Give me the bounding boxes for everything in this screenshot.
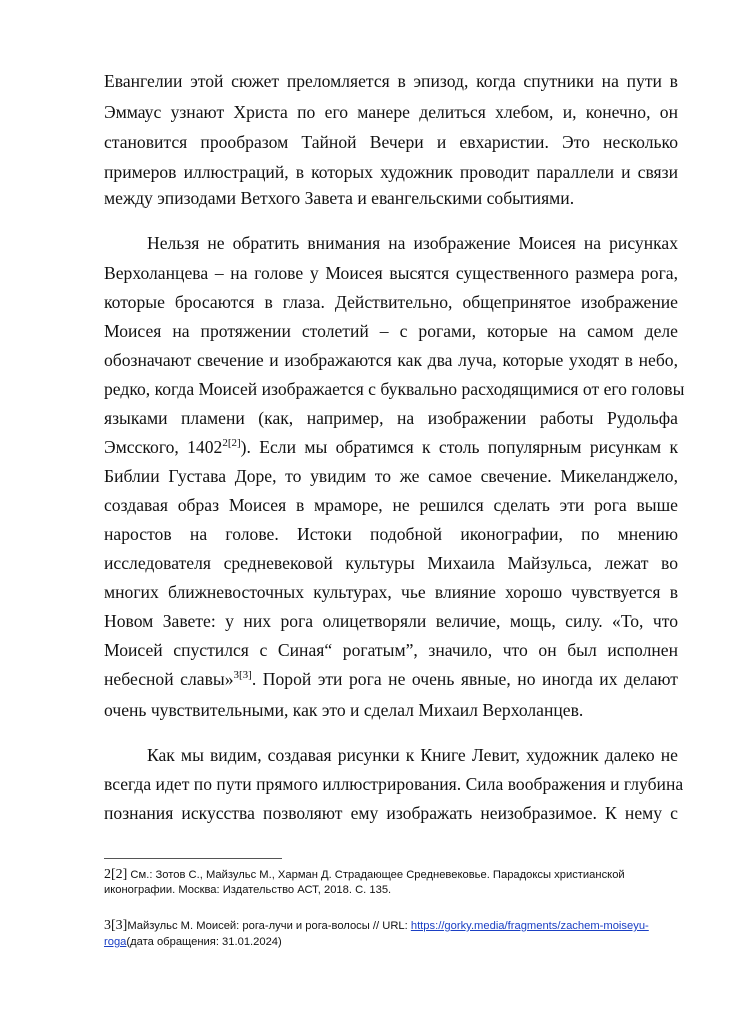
footnote-number: 3[3]: [104, 918, 128, 933]
text-line: Эммаус узнают Христа по его манере делиться хлебом, и, конечно, он: [104, 102, 678, 122]
text-segment: Эмсского, 1402: [104, 437, 223, 457]
text-line: всегда идет по пути прямого иллюстрирования. Сила воображения и глубина: [104, 774, 684, 794]
text-line: становится прообразом Тайной Вечери и евхаристии. Это несколько: [104, 132, 678, 152]
text-segment: ). Если мы обратимся к столь популярным рисункам к: [240, 437, 678, 457]
text-line: Новом Завете: у них рога олицетворяли величие, мощь, силу. «То, что: [104, 611, 678, 631]
footnote-ref[interactable]: 3[3]: [233, 669, 252, 682]
footnote-url-link-continued[interactable]: roga: [104, 936, 127, 948]
footnote-separator: [104, 858, 282, 859]
text-segment: . Порой эти рога не очень явные, но иногда их делают: [251, 669, 678, 689]
text-line: примеров иллюстраций, в которых художник проводит параллели и связи: [104, 162, 678, 182]
footnote-3-continued: [104, 934, 678, 950]
footnote-access-date: (дата обращения: 31.01.2024): [126, 936, 282, 948]
footnote-2: [104, 867, 678, 883]
text-line: Нельзя не обратить внимания на изображение Моисея на рисунках: [147, 233, 678, 253]
text-line: языками пламени (как, например, на изображении работы Рудольфа: [104, 408, 678, 428]
text-line: Как мы видим, создавая рисунки к Книге Левит, художник далеко не: [147, 745, 678, 765]
text-line: наростов на голове. Истоки подобной иконографии, по мнению: [104, 524, 678, 544]
text-line: Евангелии этой сюжет преломляется в эпизод, когда спутники на пути в: [104, 71, 678, 91]
footnote-2-continued: иконографии. Москва: Издательство АСТ, 2018. С. 135.: [104, 884, 392, 896]
text-line: Моисей спустился с Синая“ рогатым”, значило, что он был исполнен: [104, 640, 678, 660]
text-segment: небесной славы»: [104, 669, 234, 689]
footnote-text: См.: Зотов С., Майзульс М., Харман Д. Страдающее Средневековье. Парадоксы христианской: [127, 869, 625, 881]
text-line: между эпизодами Ветхого Завета и евангельскими событиями.: [104, 188, 575, 208]
text-line: [104, 668, 678, 690]
text-line: которые бросаются в глаза. Действительно, общепринятое изображение: [104, 292, 678, 312]
footnote-ref[interactable]: 2[2]: [222, 437, 241, 450]
text-line: Библии Густава Доре, то увидим то же самое свечение. Микеланджело,: [104, 466, 678, 486]
text-line: исследователя средневековой культуры Михаила Майзульса, лежат во: [104, 553, 678, 573]
text-line: [104, 436, 678, 458]
text-line: обозначают свечение и изображаются как два луча, которые уходят в небо,: [104, 350, 678, 370]
text-line: создавая образ Моисея в мраморе, не решился сделать эти рога выше: [104, 495, 678, 515]
footnote-3: [104, 918, 678, 934]
footnote-url-link[interactable]: https://gorky.media/fragments/zachem-moiseyu-: [410, 920, 649, 932]
text-line: познания искусства позволяют ему изображать неизобразимое. К нему с: [104, 803, 678, 823]
text-line: Моисея на протяжении столетий – с рогами, которые на самом деле: [104, 321, 678, 341]
footnote-text: Майзульс М. Моисей: рога-лучи и рога-волосы // URL:: [127, 920, 411, 932]
footnote-number: 2[2]: [104, 867, 128, 882]
text-line: Верхоланцева – на голове у Моисея высятся существенного размера рога,: [104, 263, 678, 283]
text-line: редко, когда Моисей изображается с буквально расходящимися от его головы: [104, 379, 685, 399]
text-line: очень чувствительными, как это и сделал Михаил Верхоланцев.: [104, 700, 584, 720]
text-line: многих ближневосточных культурах, чье влияние хорошо чувствуется в: [104, 582, 678, 602]
